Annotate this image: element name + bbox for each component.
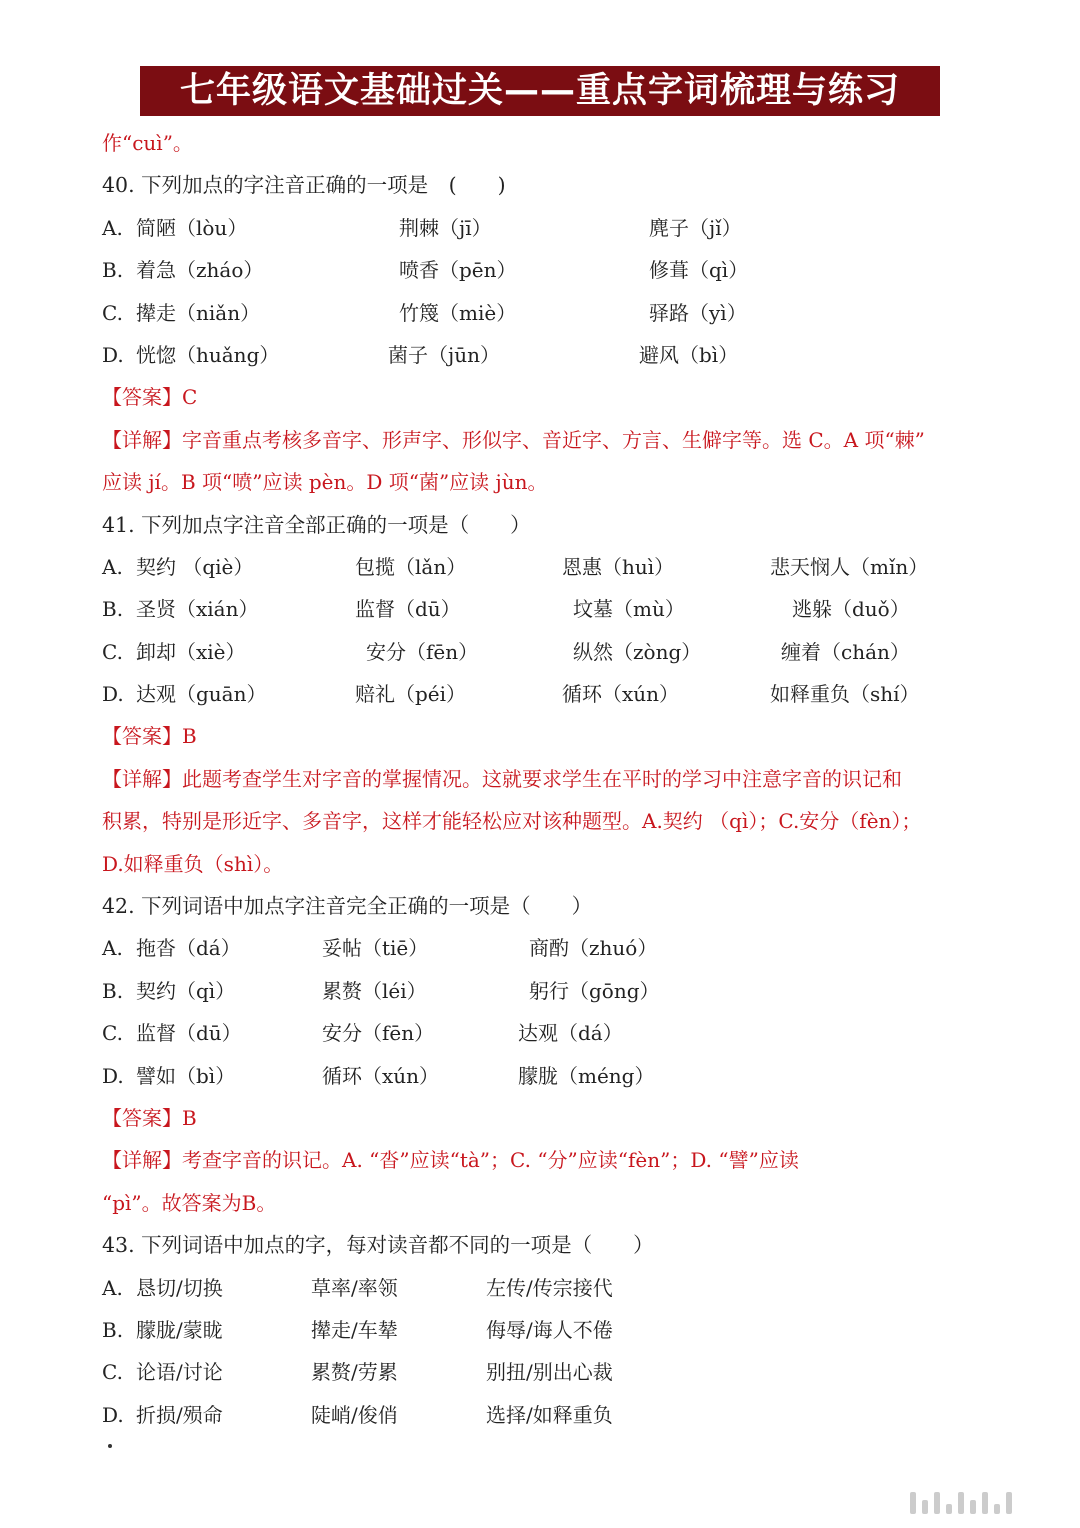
option-item: 循环（xún）: [322, 1063, 440, 1088]
option-letter: A.: [102, 936, 123, 961]
option-item: 监督（dū）: [355, 597, 461, 622]
option-item: 麂子（jǐ）: [649, 215, 742, 240]
option-item: 竹篾（miè）: [399, 300, 517, 325]
option-item: 朦胧/蒙眬: [136, 1317, 223, 1342]
option-letter: B.: [102, 1317, 124, 1342]
option-row-41-b: [102, 588, 992, 630]
option-item: 朦胧（méng）: [518, 1063, 655, 1088]
option-row-42-c: [102, 1012, 992, 1054]
option-row-41-c: [102, 631, 992, 673]
option-item: 修葺（qì）: [649, 258, 749, 283]
option-item: 着急（zháo）: [136, 258, 264, 283]
option-row-43-d: [102, 1394, 992, 1436]
answer-41: [102, 715, 992, 757]
option-letter: B.: [102, 597, 124, 622]
option-item: 契约 （qiè）: [136, 554, 254, 579]
option-row-43-a: [102, 1267, 992, 1309]
option-item: 如释重负（shí）: [770, 682, 920, 707]
option-item: 契约（qì）: [136, 978, 236, 1003]
explain-label: 【详解】: [102, 427, 182, 452]
option-item: 选择/如释重负: [486, 1402, 613, 1427]
option-item: 妥帖（tiē）: [322, 936, 429, 961]
option-item: 坟墓（mù）: [573, 597, 685, 622]
answer-value: C: [182, 385, 198, 410]
explain-41-line-3: D.如释重负（shì）。: [102, 851, 284, 876]
intro-line: 作“cuì”。: [102, 131, 193, 155]
explain-42-line-2: “pì”。故答案为B。: [102, 1190, 277, 1215]
option-letter: C.: [102, 300, 123, 325]
option-item: 别扭/别出心裁: [486, 1360, 613, 1385]
explain-text: 此题考查学生对字音的掌握情况。这就要求学生在平时的学习中注意字音的识记和: [182, 766, 902, 791]
option-item: 驿路（yì）: [649, 300, 747, 325]
option-item: 草率/率领: [311, 1275, 398, 1300]
answer-label: 【答案】: [102, 724, 182, 749]
option-item: 安分（fēn）: [322, 1021, 435, 1046]
option-item: 圣贤（xián）: [136, 597, 259, 622]
option-letter: B.: [102, 258, 124, 283]
document-body: [102, 122, 992, 1436]
option-item: 菌子（jūn）: [388, 342, 500, 367]
answer-42: [102, 1097, 992, 1139]
explain-41-line-2: 积累，特别是形近字、多音字，这样才能轻松应对该种题型。A.契约 （qì）；C.安分（fèn）；: [102, 809, 922, 834]
answer-value: B: [182, 1105, 197, 1130]
question-stem-41: 41. 下列加点字注音全部正确的一项是（ ）: [102, 512, 531, 537]
option-letter: C.: [102, 1021, 123, 1046]
option-letter: C.: [102, 1360, 123, 1385]
option-item: 喷香（pēn）: [399, 258, 517, 283]
option-item: 逃躲（duǒ）: [792, 597, 910, 622]
question-stem-43: 43. 下列词语中加点的字，每对读音都不同的一项是（ ）: [102, 1233, 654, 1258]
option-item: 安分（fēn）: [366, 639, 479, 664]
explain-40-line-2: 应读 jí。B 项“喷”应读 pèn。D 项“菌”应读 jùn。: [102, 470, 548, 495]
option-item: 赔礼（péi）: [355, 682, 467, 707]
answer-value: B: [182, 724, 197, 749]
answer-label: 【答案】: [102, 1105, 182, 1130]
option-row-42-a: [102, 927, 992, 969]
option-letter: D.: [102, 682, 124, 707]
option-item: 论语/讨论: [136, 1360, 223, 1385]
option-row-40-a: [102, 207, 992, 249]
option-row-40-d: [102, 334, 992, 376]
answer-40: [102, 376, 992, 418]
option-item: 撵走/车辇: [311, 1317, 398, 1342]
option-letter: D.: [102, 342, 124, 367]
option-item: 躬行（gōng）: [529, 978, 660, 1003]
option-item: 拖沓（dá）: [136, 936, 241, 961]
option-item: 累赘/劳累: [311, 1360, 398, 1385]
option-item: 循环（xún）: [562, 682, 680, 707]
explain-41-line-1: [102, 758, 992, 800]
option-letter: D.: [102, 1402, 124, 1427]
option-item: 监督（dū）: [136, 1021, 242, 1046]
explain-label: 【详解】: [102, 1148, 182, 1173]
option-item: 陡峭/俊俏: [311, 1402, 398, 1427]
page-title-banner: [140, 66, 940, 116]
explain-42-line-1: [102, 1139, 992, 1181]
option-item: 累赘（léi）: [322, 978, 427, 1003]
option-letter: B.: [102, 978, 124, 1003]
option-item: 撵走（niǎn）: [136, 300, 261, 325]
option-item: 折损/殒命: [136, 1402, 223, 1427]
option-row-43-c: [102, 1351, 992, 1393]
option-letter: D.: [102, 1063, 124, 1088]
option-item: 譬如（bì）: [136, 1063, 236, 1088]
option-letter: C.: [102, 639, 123, 664]
option-item: 恍惚（huǎng）: [136, 342, 280, 367]
option-item: 卸却（xiè）: [136, 639, 246, 664]
option-row-42-b: [102, 970, 992, 1012]
option-item: 纵然（zòng）: [573, 639, 702, 664]
option-item: 避风（bì）: [639, 342, 739, 367]
explain-40-line-1: [102, 419, 992, 461]
watermark-bars-icon: [910, 1488, 1060, 1514]
option-item: 恳切/切换: [136, 1275, 223, 1300]
option-item: 左传/传宗接代: [486, 1275, 613, 1300]
option-item: 悲天悯人（mǐn）: [770, 554, 929, 579]
option-row-42-d: [102, 1055, 992, 1097]
option-row-40-b: [102, 249, 992, 291]
option-item: 侮辱/诲人不倦: [486, 1317, 613, 1342]
option-letter: A.: [102, 215, 123, 240]
question-stem-42: 42. 下列词语中加点字注音完全正确的一项是（ ）: [102, 894, 593, 919]
option-item: 包揽（lǎn）: [355, 554, 467, 579]
option-row-43-b: [102, 1309, 992, 1351]
explain-label: 【详解】: [102, 766, 182, 791]
option-item: 恩惠（huì）: [562, 554, 675, 579]
option-item: 商酌（zhuó）: [529, 936, 658, 961]
explain-text: 字音重点考核多音字、形声字、形似字、音近字、方言、生僻字等。选 C。A 项“棘”: [182, 427, 925, 452]
option-item: 达观（dá）: [518, 1021, 623, 1046]
option-row-41-d: [102, 673, 992, 715]
option-letter: A.: [102, 554, 123, 579]
question-stem-40: 40. 下列加点的字注音正确的一项是 ( ): [102, 173, 506, 198]
option-item: 简陋（lòu）: [136, 215, 248, 240]
option-row-41-a: [102, 546, 992, 588]
page-title: 七年级语文基础过关——重点字词梳理与练习: [179, 71, 900, 111]
option-row-40-c: [102, 292, 992, 334]
option-item: 达观（guān）: [136, 682, 267, 707]
option-item: 荆棘（jī）: [399, 215, 492, 240]
answer-label: 【答案】: [102, 385, 182, 410]
option-letter: A.: [102, 1275, 123, 1300]
option-item: 缠着（chán）: [781, 639, 910, 664]
explain-text: 考查字音的识记。A. “沓”应读“tà”；C. “分”应读“fèn”；D. “譬”应读: [182, 1148, 799, 1173]
footer-dot: [108, 1444, 112, 1448]
